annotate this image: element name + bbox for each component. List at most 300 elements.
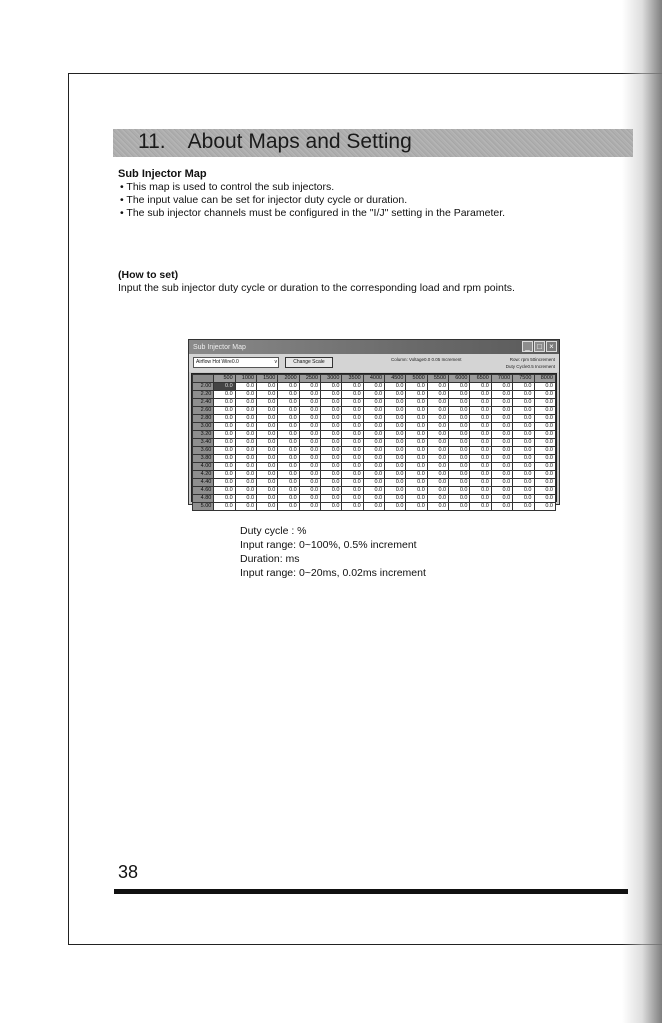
map-cell[interactable]: 0.0 <box>363 431 384 439</box>
map-cell[interactable]: 0.0 <box>214 487 235 495</box>
table-row <box>193 503 556 511</box>
map-cell[interactable]: 0.0 <box>321 399 342 407</box>
map-cell[interactable]: 0.0 <box>235 391 256 399</box>
map-cell[interactable]: 0.0 <box>214 423 235 431</box>
map-cell[interactable]: 0.0 <box>470 455 491 463</box>
map-cell[interactable]: 0.0 <box>449 431 470 439</box>
map-cell[interactable]: 0.0 <box>214 503 235 511</box>
map-cell[interactable]: 0.0 <box>470 463 491 471</box>
map-cell[interactable]: 0.0 <box>513 471 534 479</box>
map-cell[interactable]: 0.0 <box>534 471 556 479</box>
map-cell[interactable]: 0.0 <box>257 431 278 439</box>
map-cell[interactable]: 0.0 <box>470 383 491 391</box>
map-cell[interactable]: 0.0 <box>299 439 320 447</box>
section-number: 11. <box>138 130 166 153</box>
map-cell[interactable]: 0.0 <box>214 479 235 487</box>
duty-cycle-range: Input range: 0~100%, 0.5% increment <box>240 539 417 551</box>
map-cell[interactable]: 0.0 <box>449 487 470 495</box>
map-cell[interactable]: 0.0 <box>534 503 556 511</box>
map-cell[interactable]: 0.0 <box>299 471 320 479</box>
map-cell[interactable]: 0.0 <box>534 415 556 423</box>
map-cell[interactable]: 0.0 <box>257 487 278 495</box>
map-cell[interactable]: 0.0 <box>299 503 320 511</box>
map-cell[interactable]: 0.0 <box>449 495 470 503</box>
map-cell[interactable]: 0.0 <box>427 431 448 439</box>
map-cell[interactable]: 0.0 <box>427 487 448 495</box>
map-cell[interactable]: 0.0 <box>534 447 556 455</box>
map-cell[interactable]: 0.0 <box>385 415 406 423</box>
map-cell[interactable]: 0.0 <box>321 439 342 447</box>
map-cell[interactable]: 0.0 <box>406 455 427 463</box>
map-cell[interactable]: 0.0 <box>427 503 448 511</box>
map-cell[interactable]: 0.0 <box>385 463 406 471</box>
map-cell[interactable]: 0.0 <box>427 479 448 487</box>
map-cell[interactable]: 0.0 <box>513 503 534 511</box>
map-cell[interactable]: 0.0 <box>363 479 384 487</box>
map-cell[interactable]: 0.0 <box>385 383 406 391</box>
map-cell[interactable]: 0.0 <box>491 503 512 511</box>
map-cell[interactable]: 0.0 <box>299 423 320 431</box>
map-cell[interactable]: 0.0 <box>342 423 363 431</box>
map-cell[interactable]: 0.0 <box>321 471 342 479</box>
map-cell[interactable]: 0.0 <box>427 391 448 399</box>
map-cell[interactable]: 0.0 <box>491 391 512 399</box>
map-cell[interactable]: 0.0 <box>406 407 427 415</box>
map-cell[interactable]: 0.0 <box>278 503 299 511</box>
map-cell[interactable]: 0.0 <box>406 431 427 439</box>
map-cell[interactable]: 0.0 <box>491 439 512 447</box>
map-cell[interactable]: 0.0 <box>321 391 342 399</box>
column-header: 1500 <box>257 375 278 383</box>
map-cell[interactable]: 0.0 <box>278 399 299 407</box>
map-cell[interactable]: 0.0 <box>406 439 427 447</box>
map-cell[interactable]: 0.0 <box>235 431 256 439</box>
window-titlebar[interactable] <box>189 340 559 354</box>
map-cell[interactable]: 0.0 <box>470 495 491 503</box>
map-cell[interactable]: 0.0 <box>406 399 427 407</box>
map-cell[interactable]: 0.0 <box>278 479 299 487</box>
map-cell[interactable]: 0.0 <box>363 463 384 471</box>
map-cell[interactable]: 0.0 <box>278 463 299 471</box>
map-cell[interactable]: 0.0 <box>342 431 363 439</box>
map-cell[interactable]: 0.0 <box>534 479 556 487</box>
map-cell[interactable]: 0.0 <box>385 479 406 487</box>
map-cell[interactable]: 0.0 <box>491 463 512 471</box>
table-row <box>193 431 556 439</box>
map-cell[interactable]: 0.0 <box>278 487 299 495</box>
maximize-icon[interactable]: □ <box>534 341 545 352</box>
map-cell[interactable]: 0.0 <box>491 423 512 431</box>
map-cell[interactable]: 0.0 <box>235 407 256 415</box>
map-cell[interactable]: 0.0 <box>363 415 384 423</box>
map-cell[interactable]: 0.0 <box>363 447 384 455</box>
map-cell[interactable]: 0.0 <box>427 455 448 463</box>
map-cell[interactable]: 0.0 <box>299 455 320 463</box>
map-cell[interactable]: 0.0 <box>342 455 363 463</box>
sub-injector-title: Sub Injector Map <box>118 168 207 180</box>
row-header: 2.60 <box>193 407 214 415</box>
map-cell[interactable]: 0.0 <box>278 407 299 415</box>
table-row <box>193 407 556 415</box>
map-cell[interactable]: 0.0 <box>278 495 299 503</box>
map-cell[interactable]: 0.0 <box>278 455 299 463</box>
change-scale-button[interactable]: Change Scale <box>285 357 333 368</box>
map-cell[interactable]: 0.0 <box>406 479 427 487</box>
map-cell[interactable]: 0.0 <box>470 391 491 399</box>
map-cell[interactable]: 0.0 <box>449 463 470 471</box>
map-cell[interactable]: 0.0 <box>385 471 406 479</box>
map-cell[interactable]: 0.0 <box>406 391 427 399</box>
map-cell[interactable]: 0.0 <box>342 415 363 423</box>
map-cell[interactable]: 0.0 <box>342 407 363 415</box>
map-cell[interactable]: 0.0 <box>321 383 342 391</box>
map-cell[interactable]: 0.0 <box>491 495 512 503</box>
map-cell[interactable]: 0.0 <box>406 503 427 511</box>
map-cell[interactable]: 0.0 <box>534 407 556 415</box>
map-cell[interactable]: 0.0 <box>491 455 512 463</box>
map-cell[interactable]: 0.0 <box>385 399 406 407</box>
map-cell[interactable]: 0.0 <box>513 487 534 495</box>
map-cell[interactable]: 0.0 <box>491 399 512 407</box>
map-cell[interactable]: 0.0 <box>342 487 363 495</box>
table-row <box>193 487 556 495</box>
map-cell[interactable]: 0.0 <box>257 479 278 487</box>
map-cell[interactable]: 0.0 <box>214 463 235 471</box>
map-cell[interactable]: 0.0 <box>235 423 256 431</box>
map-cell[interactable]: 0.0 <box>449 439 470 447</box>
map-cell[interactable]: 0.0 <box>257 455 278 463</box>
map-cell[interactable]: 0.0 <box>342 439 363 447</box>
map-cell[interactable]: 0.0 <box>342 383 363 391</box>
map-cell[interactable]: 0.0 <box>342 495 363 503</box>
map-cell[interactable]: 0.0 <box>513 399 534 407</box>
map-cell[interactable]: 0.0 <box>299 383 320 391</box>
map-cell[interactable]: 0.0 <box>299 431 320 439</box>
map-cell[interactable]: 0.0 <box>257 399 278 407</box>
map-cell[interactable]: 0.0 <box>534 495 556 503</box>
map-cell[interactable]: 0.0 <box>427 471 448 479</box>
map-cell[interactable]: 0.0 <box>427 495 448 503</box>
column-info: Column: Voltage0.0 0.05 Increment <box>391 357 462 362</box>
map-cell[interactable]: 0.0 <box>363 495 384 503</box>
map-cell[interactable]: 0.0 <box>491 447 512 455</box>
map-cell[interactable]: 0.0 <box>363 399 384 407</box>
map-cell[interactable]: 0.0 <box>534 439 556 447</box>
map-cell[interactable]: 0.0 <box>470 399 491 407</box>
map-cell[interactable]: 0.0 <box>214 415 235 423</box>
map-cell[interactable]: 0.0 <box>257 503 278 511</box>
map-cell[interactable]: 0.0 <box>342 463 363 471</box>
map-cell[interactable]: 0.0 <box>385 455 406 463</box>
map-cell[interactable]: 0.0 <box>534 423 556 431</box>
map-cell[interactable]: 0.0 <box>385 447 406 455</box>
map-cell[interactable]: 0.0 <box>449 447 470 455</box>
column-header: 3500 <box>342 375 363 383</box>
map-cell[interactable]: 0.0 <box>321 407 342 415</box>
map-cell[interactable]: 0.0 <box>385 439 406 447</box>
column-header: 3000 <box>321 375 342 383</box>
table-row <box>193 463 556 471</box>
map-cell[interactable]: 0.0 <box>449 415 470 423</box>
map-cell[interactable]: 0.0 <box>363 423 384 431</box>
map-cell[interactable]: 0.0 <box>363 439 384 447</box>
map-cell[interactable]: 0.0 <box>427 407 448 415</box>
map-cell[interactable]: 0.0 <box>385 423 406 431</box>
map-cell[interactable]: 0.0 <box>214 439 235 447</box>
map-cell[interactable]: 0.0 <box>214 399 235 407</box>
map-cell[interactable]: 0.0 <box>235 463 256 471</box>
row-header: 4.20 <box>193 471 214 479</box>
minimize-icon[interactable]: _ <box>522 341 533 352</box>
map-cell[interactable]: 0.0 <box>342 479 363 487</box>
map-cell[interactable]: 0.0 <box>491 471 512 479</box>
map-cell[interactable]: 0.0 <box>385 391 406 399</box>
map-cell[interactable]: 0.0 <box>406 415 427 423</box>
map-cell[interactable]: 0.0 <box>235 479 256 487</box>
map-cell[interactable]: 0.0 <box>278 391 299 399</box>
row-header: 3.80 <box>193 455 214 463</box>
map-cell[interactable]: 0.0 <box>534 487 556 495</box>
map-cell[interactable]: 0.0 <box>534 455 556 463</box>
map-cell[interactable]: 0.0 <box>449 383 470 391</box>
map-cell[interactable]: 0.0 <box>427 423 448 431</box>
map-cell[interactable]: 0.0 <box>470 487 491 495</box>
map-cell[interactable]: 0.0 <box>406 383 427 391</box>
map-cell[interactable]: 0.0 <box>513 463 534 471</box>
map-cell[interactable]: 0.0 <box>278 471 299 479</box>
map-cell[interactable]: 0.0 <box>449 391 470 399</box>
page-number: 38 <box>118 862 139 882</box>
map-cell[interactable]: 0.0 <box>278 439 299 447</box>
map-cell[interactable]: 0.0 <box>427 383 448 391</box>
map-cell[interactable]: 0.0 <box>342 503 363 511</box>
column-header: 4000 <box>363 375 384 383</box>
row-header: 2.80 <box>193 415 214 423</box>
section-title <box>138 130 412 154</box>
map-cell[interactable]: 0.0 <box>214 431 235 439</box>
map-cell[interactable]: 0.0 <box>470 439 491 447</box>
map-cell[interactable]: 0.0 <box>470 447 491 455</box>
map-cell[interactable]: 0.0 <box>363 487 384 495</box>
map-cell[interactable]: 0.0 <box>427 463 448 471</box>
map-cell[interactable]: 0.0 <box>299 487 320 495</box>
map-cell[interactable]: 0.0 <box>491 383 512 391</box>
map-cell[interactable]: 0.0 <box>257 439 278 447</box>
map-cell[interactable]: 0.0 <box>427 439 448 447</box>
map-cell[interactable]: 0.0 <box>235 471 256 479</box>
map-cell[interactable]: 0.0 <box>342 471 363 479</box>
map-cell[interactable]: 0.0 <box>534 431 556 439</box>
map-cell[interactable]: 0.0 <box>534 383 556 391</box>
map-cell[interactable]: 0.0 <box>449 407 470 415</box>
table-row <box>193 447 556 455</box>
map-cell[interactable]: 0.0 <box>214 471 235 479</box>
map-cell[interactable]: 0.0 <box>257 447 278 455</box>
map-cell[interactable]: 0.0 <box>299 479 320 487</box>
map-cell[interactable]: 0.0 <box>534 463 556 471</box>
map-cell[interactable]: 0.0 <box>235 487 256 495</box>
map-cell[interactable]: 0.0 <box>214 391 235 399</box>
map-cell[interactable]: 0.0 <box>235 439 256 447</box>
map-cell[interactable]: 0.0 <box>449 455 470 463</box>
map-cell[interactable]: 0.0 <box>321 455 342 463</box>
table-row <box>193 423 556 431</box>
map-cell[interactable]: 0.0 <box>491 407 512 415</box>
map-cell[interactable]: 0.0 <box>278 423 299 431</box>
map-cell[interactable]: 0.0 <box>278 383 299 391</box>
map-cell[interactable]: 0.0 <box>321 495 342 503</box>
map-cell[interactable]: 0.0 <box>214 383 235 391</box>
map-cell[interactable]: 0.0 <box>534 399 556 407</box>
map-cell[interactable]: 0.0 <box>321 423 342 431</box>
map-cell[interactable]: 0.0 <box>321 487 342 495</box>
map-cell[interactable]: 0.0 <box>363 383 384 391</box>
map-cell[interactable]: 0.0 <box>278 415 299 423</box>
map-cell[interactable]: 0.0 <box>513 479 534 487</box>
map-cell[interactable]: 0.0 <box>342 391 363 399</box>
map-cell[interactable]: 0.0 <box>470 407 491 415</box>
close-icon[interactable]: × <box>546 341 557 352</box>
map-cell[interactable]: 0.0 <box>534 391 556 399</box>
map-cell[interactable]: 0.0 <box>342 447 363 455</box>
map-cell[interactable]: 0.0 <box>257 415 278 423</box>
map-cell[interactable]: 0.0 <box>449 399 470 407</box>
map-cell[interactable]: 0.0 <box>235 495 256 503</box>
map-cell[interactable]: 0.0 <box>427 399 448 407</box>
table-row <box>193 391 556 399</box>
map-cell[interactable]: 0.0 <box>257 471 278 479</box>
map-cell[interactable]: 0.0 <box>470 503 491 511</box>
map-cell[interactable]: 0.0 <box>470 471 491 479</box>
map-cell[interactable]: 0.0 <box>363 455 384 463</box>
map-cell[interactable]: 0.0 <box>513 391 534 399</box>
map-cell[interactable]: 0.0 <box>235 383 256 391</box>
map-cell[interactable]: 0.0 <box>321 503 342 511</box>
map-cell[interactable]: 0.0 <box>385 407 406 415</box>
row-header: 4.40 <box>193 479 214 487</box>
map-cell[interactable]: 0.0 <box>363 503 384 511</box>
map-cell[interactable]: 0.0 <box>257 423 278 431</box>
map-cell[interactable]: 0.0 <box>257 407 278 415</box>
map-cell[interactable]: 0.0 <box>513 407 534 415</box>
map-cell[interactable]: 0.0 <box>278 447 299 455</box>
map-cell[interactable]: 0.0 <box>321 431 342 439</box>
map-cell[interactable]: 0.0 <box>491 415 512 423</box>
map-cell[interactable]: 0.0 <box>342 399 363 407</box>
map-cell[interactable]: 0.0 <box>363 471 384 479</box>
map-cell[interactable]: 0.0 <box>299 399 320 407</box>
map-cell[interactable]: 0.0 <box>513 439 534 447</box>
map-cell[interactable]: 0.0 <box>491 431 512 439</box>
map-cell[interactable]: 0.0 <box>385 431 406 439</box>
map-cell[interactable]: 0.0 <box>321 479 342 487</box>
load-type-select[interactable] <box>193 357 279 368</box>
column-header: 1000 <box>235 375 256 383</box>
map-cell[interactable]: 0.0 <box>299 447 320 455</box>
map-cell[interactable]: 0.0 <box>385 495 406 503</box>
map-cell[interactable]: 0.0 <box>214 455 235 463</box>
map-cell[interactable]: 0.0 <box>214 495 235 503</box>
map-cell[interactable]: 0.0 <box>449 471 470 479</box>
map-cell[interactable]: 0.0 <box>470 423 491 431</box>
sub-injector-bullets <box>118 181 505 220</box>
map-cell[interactable]: 0.0 <box>513 431 534 439</box>
map-cell[interactable]: 0.0 <box>257 495 278 503</box>
map-cell[interactable]: 0.0 <box>299 391 320 399</box>
map-cell[interactable]: 0.0 <box>513 415 534 423</box>
map-cell[interactable]: 0.0 <box>235 455 256 463</box>
duration-range: Input range: 0~20ms, 0.02ms increment <box>240 567 426 579</box>
map-cell[interactable]: 0.0 <box>363 407 384 415</box>
map-cell[interactable]: 0.0 <box>299 463 320 471</box>
map-cell[interactable]: 0.0 <box>257 383 278 391</box>
map-cell[interactable]: 0.0 <box>406 495 427 503</box>
map-cell[interactable]: 0.0 <box>235 415 256 423</box>
map-cell[interactable]: 0.0 <box>449 503 470 511</box>
map-cell[interactable]: 0.0 <box>449 479 470 487</box>
column-header: 5500 <box>427 375 448 383</box>
column-header: 7500 <box>513 375 534 383</box>
map-cell[interactable]: 0.0 <box>321 447 342 455</box>
map-cell[interactable]: 0.0 <box>513 495 534 503</box>
map-cell[interactable]: 0.0 <box>321 415 342 423</box>
map-cell[interactable]: 0.0 <box>513 447 534 455</box>
map-cell[interactable]: 0.0 <box>449 423 470 431</box>
map-cell[interactable]: 0.0 <box>406 487 427 495</box>
map-cell[interactable]: 0.0 <box>299 415 320 423</box>
row-header: 2.20 <box>193 391 214 399</box>
map-cell[interactable]: 0.0 <box>235 399 256 407</box>
map-cell[interactable]: 0.0 <box>470 415 491 423</box>
map-cell[interactable]: 0.0 <box>214 447 235 455</box>
map-cell[interactable]: 0.0 <box>257 391 278 399</box>
map-cell[interactable]: 0.0 <box>406 423 427 431</box>
map-cell[interactable]: 0.0 <box>427 415 448 423</box>
map-cell[interactable]: 0.0 <box>491 479 512 487</box>
map-cell[interactable]: 0.0 <box>235 447 256 455</box>
column-header: 2000 <box>278 375 299 383</box>
map-cell[interactable]: 0.0 <box>406 471 427 479</box>
row-header: 3.00 <box>193 423 214 431</box>
map-cell[interactable]: 0.0 <box>513 423 534 431</box>
map-cell[interactable]: 0.0 <box>385 487 406 495</box>
map-cell[interactable]: 0.0 <box>406 463 427 471</box>
how-to-set-text: Input the sub injector duty cycle or duration to the corresponding load and rpm points. <box>118 282 515 294</box>
map-cell[interactable]: 0.0 <box>513 383 534 391</box>
map-cell[interactable]: 0.0 <box>491 487 512 495</box>
map-cell[interactable]: 0.0 <box>278 431 299 439</box>
map-cell[interactable]: 0.0 <box>427 447 448 455</box>
table-row <box>193 471 556 479</box>
map-cell[interactable]: 0.0 <box>235 503 256 511</box>
map-cell[interactable]: 0.0 <box>299 495 320 503</box>
map-cell[interactable]: 0.0 <box>363 391 384 399</box>
map-cell[interactable]: 0.0 <box>321 463 342 471</box>
map-cell[interactable]: 0.0 <box>470 431 491 439</box>
column-header: 2500 <box>299 375 320 383</box>
map-cell[interactable]: 0.0 <box>513 455 534 463</box>
map-cell[interactable]: 0.0 <box>470 479 491 487</box>
how-to-set-title: (How to set) <box>118 269 179 281</box>
map-cell[interactable]: 0.0 <box>299 407 320 415</box>
map-cell[interactable]: 0.0 <box>214 407 235 415</box>
table-row <box>193 455 556 463</box>
map-cell[interactable]: 0.0 <box>406 447 427 455</box>
row-header: 4.80 <box>193 495 214 503</box>
map-grid-container <box>191 373 557 509</box>
map-cell[interactable]: 0.0 <box>257 463 278 471</box>
map-cell[interactable]: 0.0 <box>385 503 406 511</box>
